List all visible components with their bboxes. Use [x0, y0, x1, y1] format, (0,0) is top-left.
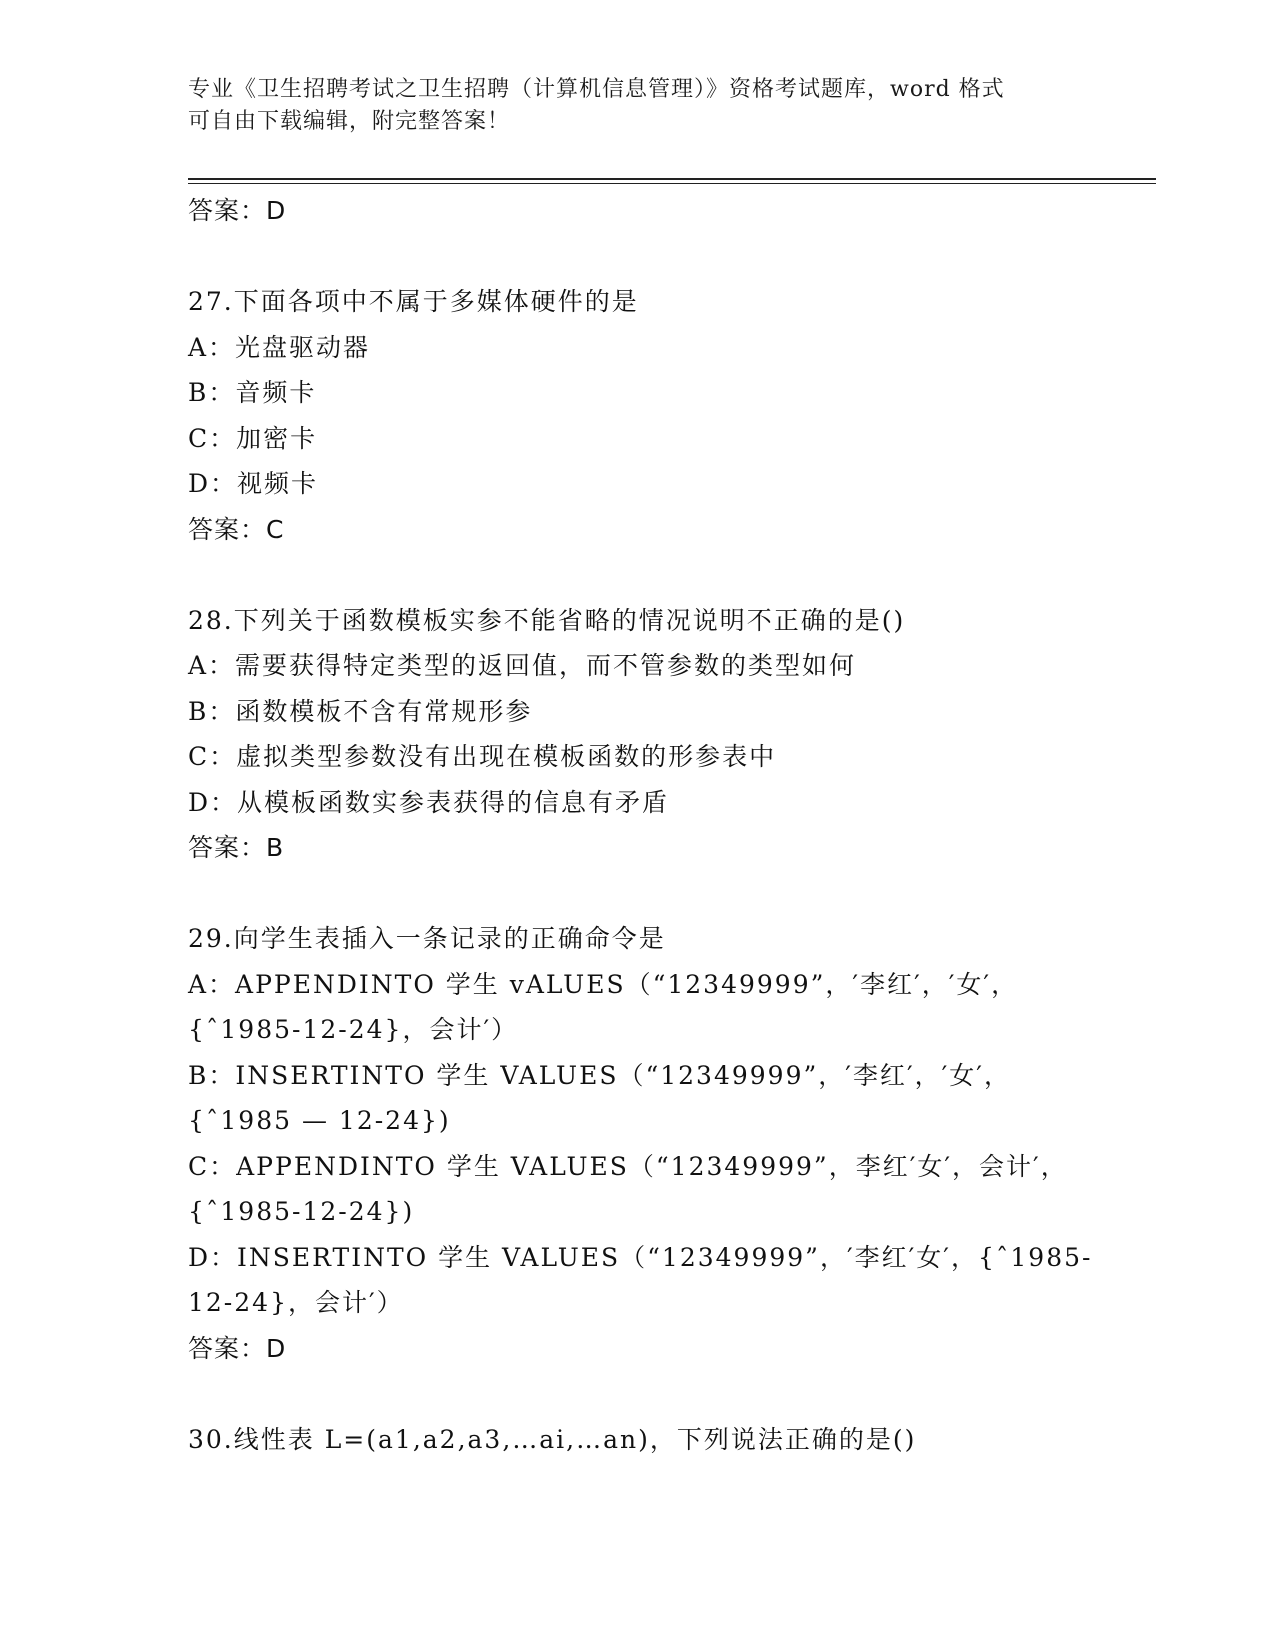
answer-text: 答案：D: [188, 1333, 287, 1363]
answer-block: [188, 188, 1068, 234]
option-b: B：INSERTINTO 学生 VALUES（“12349999”，′李红′，′女′，: [188, 1060, 1011, 1090]
header-line-2: 可自由下载编辑，附完整答案！: [188, 109, 511, 134]
spacer: [188, 1371, 1068, 1417]
question-list: [188, 188, 1093, 1462]
question-text: 28.下列关于函数模板实参不能省略的情况说明不正确的是(): [188, 605, 906, 635]
question-27: [188, 279, 1068, 552]
spacer: [188, 871, 1068, 917]
spacer: [188, 552, 1068, 598]
option-d-continued: 12-24}，会计′）: [188, 1288, 404, 1317]
question-text: 27.下面各项中不属于多媒体硬件的是: [188, 287, 639, 316]
option-b: B：函数模板不含有常规形参: [188, 696, 533, 726]
header-divider: [188, 178, 1156, 184]
answer-text: 答案：C: [188, 514, 285, 544]
question-text: 30.线性表 L=(a1,a2,a3,…ai,…an)，下列说法正确的是(): [188, 1424, 917, 1454]
option-c-continued: {ˆ1985-12-24}): [188, 1197, 415, 1226]
option-c: C：APPENDINTO 学生 VALUES（“12349999”，李红′女′，会计′，: [188, 1151, 1068, 1181]
option-d: D：视频卡: [188, 469, 319, 498]
option-a: A：APPENDINTO 学生 vALUES（“12349999”，′李红′，′女′，: [188, 969, 1019, 999]
question-text: 29.向学生表插入一条记录的正确命令是: [188, 924, 666, 953]
option-b-continued: {ˆ1985 — 12-24}): [188, 1106, 451, 1135]
option-a-continued: {ˆ1985-12-24}，会计′）: [188, 1015, 519, 1044]
option-c: C：虚拟类型参数没有出现在模板函数的形参表中: [188, 742, 777, 771]
question-28: [188, 598, 1068, 871]
answer-text: 答案：B: [188, 833, 285, 862]
question-30: [188, 1417, 1068, 1463]
option-c: C：加密卡: [188, 423, 318, 453]
answer-text: 答案：D: [188, 196, 287, 225]
question-29: [188, 916, 1093, 1371]
header-line-1: 专业《卫生招聘考试之卫生招聘（计算机信息管理）》资格考试题库，word 格式: [188, 77, 1005, 102]
spacer: [188, 234, 1068, 280]
option-a: A：需要获得特定类型的返回值，而不管参数的类型如何: [188, 651, 857, 680]
option-b: B：音频卡: [188, 378, 317, 407]
document-header: [188, 74, 1088, 138]
option-d: D：INSERTINTO 学生 VALUES（“12349999”，′李红′女′，{ˆ1985-: [188, 1242, 1093, 1272]
option-d: D：从模板函数实参表获得的信息有矛盾: [188, 787, 670, 817]
option-a: A：光盘驱动器: [188, 332, 371, 362]
